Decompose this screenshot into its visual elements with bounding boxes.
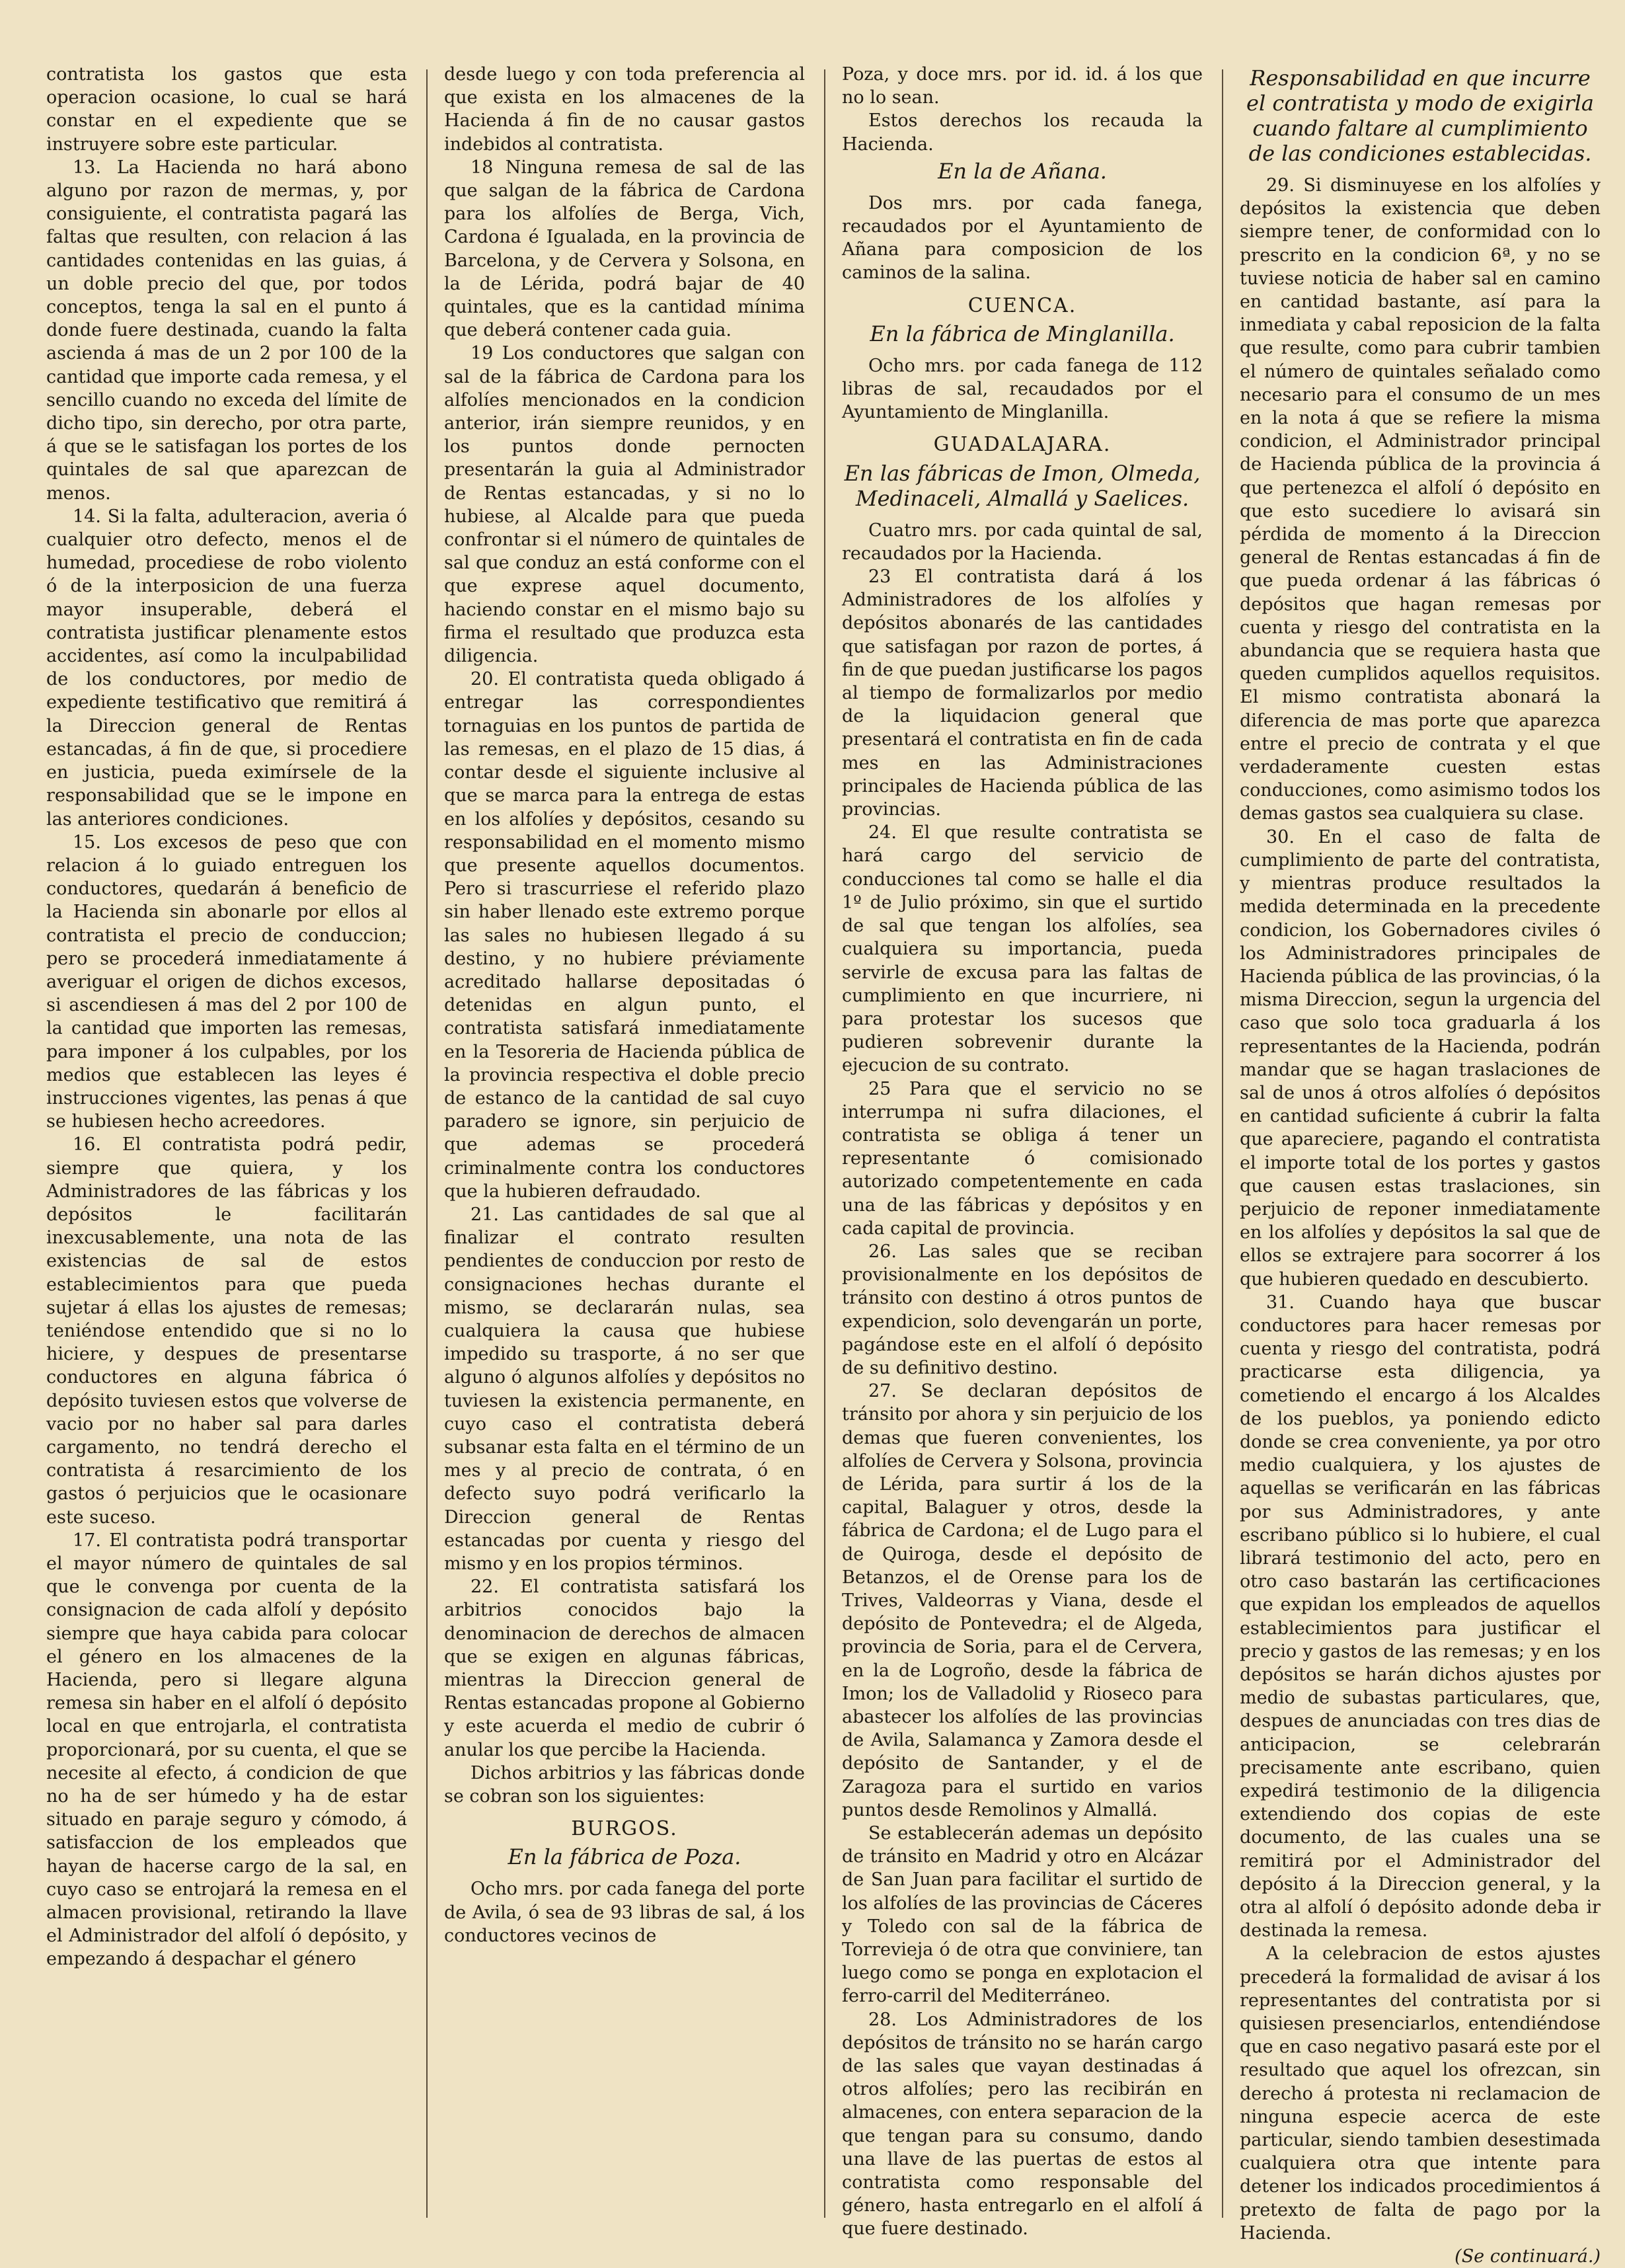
paragraph: 15. Los excesos de peso que con relacion á lo guiado entreguen los conductores, quedarán á beneficio de la Hacienda sin abonarle por ellos al contratista el precio de conduccion; pero se procederá inmediatamente á averiguar el origen de dichos excesos, si ascendiesen á mas del 2 por 100 de la cantidad que importen las remesas, para imponer á los culpables, por los medios que establecen las leyes é instrucciones vigentes, las penas á que se hubiesen hecho acreedores. [46,832,407,1132]
section-subheading: Responsabilidad en que incurre el contratista y modo de exigirla cuando faltare al cumplimiento de las condiciones establecidas. [1246,65,1594,166]
paragraph: Cuatro mrs. por cada quintal de sal, recaudados por la Hacienda. [842,520,1203,564]
section-subheading: En la fábrica de Poza. [508,1844,741,1870]
paragraph: 25 Para que el servicio no se interrumpa ni sufra dilaciones, el contratista se obliga á tener un representante ó comisionado autorizado competentemente en cada una de las fábricas y depósitos y en cada capital de provincia. [842,1078,1203,1239]
column-rule [426,69,428,2218]
paragraph: 13. La Hacienda no hará abono alguno por razon de mermas, y, por consiguiente, el contratista pagará las faltas que resulten, con relacion á las cantidades contenidas en las guias, á un doble precio del que, por todos conceptos, tenga la sal en el punto á donde fuere destinada, cuando la falta ascienda á mas de un 2 por 100 de la cantidad que importe cada remesa, y el sencillo cuando no exceda del límite de dicho tipo, sin derecho, por otra parte, á que se le satisfagan los portes de los quintales de sal que aparezcan de menos. [46,157,407,504]
paragraph: Ocho mrs. por cada fanega de 112 libras de sal, recaudados por el Ayuntamiento de Minglanilla. [842,355,1203,423]
paragraph: A la celebracion de estos ajustes precederá la formalidad de avisar á los representantes del contratista por si quisiesen presenciarlos, entendiéndose que en caso negativo pasará este por el resultado que aquel los ofrezcan, sin derecho á protesta ni reclamacion de ninguna especie acerca de este particular, siendo tambien desestimada cualquiera otra que intente para detener los indicados procedimientos á pretexto de falta de pago por la Hacienda. [1240,1943,1601,2244]
paragraph: Se establecerán ademas un depósito de tránsito en Madrid y otro en Alcázar de San Juan para facilitar el surtido de los alfolíes de las provincias de Cáceres y Toledo con sal de la fábrica de Torrevieja ó de otra que conviniere, tan luego como se ponga en explotacion el ferro-carril del Mediterráneo. [842,1823,1203,2007]
paragraph: 22. El contratista satisfará los arbitrios conocidos bajo la denominacion de derechos de almacen que se exigen en algunas fábricas, mientras la Direccion general de Rentas estancadas propone al Gobierno y este acuerda el medio de cubrir ó anular los que percibe la Hacienda. [444,1577,805,1760]
paragraph: 24. El que resulte contratista se hará cargo del servicio de conducciones tal como se halle el dia 1º de Julio próximo, sin que el surtido de sal que tengan los alfolíes, sea cualquiera su importancia, pueda servirle de excusa para las faltas de cumplimiento en que incurriere, ni para protestar los sucesos que pudieren sobrevenir durante la ejecucion de su contrato. [842,822,1203,1076]
section-heading: BURGOS. [571,1817,678,1841]
paragraph: Ocho mrs. por cada fanega del porte de Avila, ó sea de 93 libras de sal, á los conductores vecinos de [444,1879,805,1946]
text-column-3 [842,63,1203,2240]
paragraph: 20. El contratista queda obligado á entregar las correspondientes tornaguias en los puntos de partida de las remesas, en el plazo de 15 dias, á contar desde el siguiente inclusive al que se marca para la entrega de estas en los alfolíes y depósitos, cesando su responsabilidad en el momento mismo que presente aquellos documentos. Pero si trascurriese el referido plazo sin haber llenado este extremo porque las sales no hubiesen llegado á su destino, y no hubiere préviamente acreditado hallarse depositadas ó detenidas en algun punto, el contratista satisfará inmediatamente en la Tesoreria de Hacienda pública de la provincia respectiva el doble precio de estanco de la cantidad de sal cuyo paradero se ignore, sin perjuicio de que ademas se procederá criminalmente contra los conductores que la hubieren defraudado. [444,669,805,1202]
paragraph: 14. Si la falta, adulteracion, averia ó cualquier otro defecto, menos el de humedad, procediese de robo violento ó de la interposicion de una fuerza mayor insuperable, deberá el contratista justificar plenamente estos accidentes, así como la inculpabilidad de los conductores, por medio de expediente testificativo que remitirá á la Direccion general de Rentas estancadas, á fin de que, si procediere en justicia, pueda eximírsele de la responsabilidad que se le impone en las anteriores condiciones. [46,506,407,830]
section-subheading: En la fábrica de Minglanilla. [870,321,1175,346]
paragraph: 30. En el caso de falta de cumplimiento de parte del contratista, y mientras produce resultados la medida determinada en la precedente condicion, los Gobernadores civiles ó los Administradores principales de Hacienda pública de las provincias, ó la misma Direccion, segun la urgencia del caso que solo toca graduarla á los representantes de la Hacienda, podrán mandar que se hagan traslaciones de sal de unos á otros alfolíes ó depósitos en cantidad suficiente á cubrir la falta que apareciere, pagando el contratista el importe total de los portes y gastos que causen estas traslaciones, sin perjuicio de reponer inmediatamente en los alfolíes y depósitos la sal que de ellos se extrajere para socorrer á los que hubieren quedado en descubierto. [1240,826,1601,1290]
paragraph: 19 Los conductores que salgan con sal de la fábrica de Cardona para los alfolíes mencionados en la condicion anterior, irán siempre reunidos, y en los puntos donde pernocten presentarán la guia al Administrador de Rentas estancadas, y si no lo hubiese, al Alcalde para que pueda confrontar si el número de quintales de sal que conduz an está conforme con el que exprese aquel documento, haciendo constar en el mismo bajo su firma el resultado que produzca esta diligencia. [444,343,805,667]
paragraph: 31. Cuando haya que buscar conductores para hacer remesas por cuenta y riesgo del contratista, podrá practicarse esta diligencia, ya cometiendo el encargo á los Alcaldes de los pueblos, ya poniendo edicto donde se crea conveniente, ya por otro medio cualquiera, y los ajustes de aquellas se verificarán en las fábricas por sus Administradores, y ante escribano público si lo hubiere, el cual librará testimonio del acto, pero en otro caso bastarán las certificaciones que expidan los empleados de aquellos establecimientos para justificar el precio y gastos de las remesas; y en los depósitos se harán dichos ajustes por medio de subastas particulares, que, despues de anunciadas con tres dias de anticipacion, se celebrarán precisamente ante escribano, quien expedirá testimonio de la diligencia extendiendo dos copias de este documento, de las cuales una se remitirá por el Administrador del depósito á la Direccion general, y la otra al alfolí ó depósito adonde deba ir destinada la remesa. [1240,1292,1601,1941]
paragraph: 27. Se declaran depósitos de tránsito por ahora y sin perjuicio de los demas que fueren convenientes, los alfolíes de Cervera y Solsona, provincia de Lérida, para surtir á los de la capital, Balaguer y otros, desde la fábrica de Cardona; el de Lugo para el de Quiroga, desde el depósito de Betanzos, el de Orense para los de Trives, Valdeorras y Viana, desde el depósito de Pontevedra; el de Algeda, provincia de Soria, para el de Cervera, en la de Logroño, desde la fábrica de Imon; los de Valladolid y Rioseco para abastecer los alfolíes de las provincias de Avila, Salamanca y Zamora desde el depósito de Santander, y el de Zaragoza para el surtido en varios puntos desde Remolinos y Almallá. [842,1381,1203,1820]
section-subheading: En la de Añana. [938,158,1107,184]
paragraph: 17. El contratista podrá transportar el mayor número de quintales de sal que le convenga por cuenta de la consignacion de cada alfolí y depósito siempre que haya cabida para colocar el género en los almacenes de la Hacienda, pero si llegare alguna remesa sin haber en el alfolí ó depósito local en que entrojarla, el contratista proporcionará, por su cuenta, el que se necesite al efecto, á condicion de que no ha de ser húmedo y ha de estar situado en paraje seguro y cómodo, á satisfaccion de los empleados que hayan de hacerse cargo de la sal, en cuyo caso se entrojará la remesa en el almacen provisional, retirando la llave el Administrador del alfolí ó depósito, y empezando á despachar el género [46,1530,407,1970]
paragraph: 23 El contratista dará á los Administradores de los alfolíes y depósitos abonarés de las cantidades que satisfagan por razon de portes, á fin de que puedan justificarse los pagos al tiempo de formalizarlos por medio de la liquidacion general que presentará el contratista en fin de cada mes en las Administraciones principales de Hacienda pública de las provincias. [842,567,1203,820]
section-heading: GUADALAJARA. [933,433,1112,457]
paragraph: 18 Ninguna remesa de sal de las que salgan de la fábrica de Cardona para los alfolíes de Berga, Vich, Cardona é Igualada, en la provincia de Barcelona, y de Cervera y Solsona, en la de Lérida, podrá bajar de 40 quintales, que es la cantidad mínima que deberá contener cada guia. [444,157,805,341]
paragraph: contratista los gastos que esta operacion ocasione, lo cual se hará constar en el expediente que se instruyere sobre este particular. [46,64,407,155]
paragraph: Dichos arbitrios y las fábricas donde se cobran son los siguientes: [444,1762,805,1807]
text-column-1 [46,63,407,2231]
column-rule [1222,69,1223,2218]
paragraph: (Se continuará.) [1455,2246,1601,2267]
section-heading: CUENCA. [967,293,1077,317]
paragraph: Dos mrs. por cada fanega, recaudados por el Ayuntamiento de Añana para composicion de los caminos de la salina. [842,192,1203,284]
text-column-2 [444,63,805,2231]
paragraph: 16. El contratista podrá pedir, siempre que quiera, y los Administradores de las fábricas y los depósitos le facilitarán inexcusablemente, una nota de las existencias de sal de estos establecimientos para que pueda sujetar á ellas los ajustes de remesas; teniéndose entendido que si no lo hiciere, y despues de presentarse conductores en alguna fábrica ó depósito tuviesen estos que volverse de vacio por no haber sal para darles cargamento, no tendrá derecho el contratista á resarcimiento de los gastos ó perjuicios que le ocasionare este suceso. [46,1134,407,1528]
column-rule [824,69,825,2218]
paragraph: desde luego y con toda preferencia al que exista en los almacenes de la Hacienda á fin de no causar gastos indebidos al contratista. [444,64,805,155]
paragraph: Estos derechos los recauda la Hacienda. [842,110,1203,155]
newspaper-page [46,63,1601,2267]
section-subheading: En las fábricas de Imon, Olmeda, Medinaceli, Almallá y Saelices. [844,460,1201,511]
paragraph: Poza, y doce mrs. por id. id. á los que no lo sean. [842,64,1203,108]
paragraph: 28. Los Administradores de los depósitos de tránsito no se harán cargo de las sales que vayan destinadas á otros alfolíes; pero las recibirán en almacenes, con entera separacion de la que tengan para su consumo, dando una llave de las puertas de estos al contratista como responsable del género, hasta entregarlo en el alfolí á que fuere destinado. [842,2009,1203,2240]
text-column-4 [1240,63,1601,2267]
paragraph: 26. Las sales que se reciban provisionalmente en los depósitos de tránsito con destino á otros puntos de expendicion, solo devengarán un porte, pagándose este en el alfolí ó depósito de su definitivo destino. [842,1241,1203,1378]
paragraph: 21. Las cantidades de sal que al finalizar el contrato resulten pendientes de conduccion por resto de consignaciones hechas durante el mismo, se declararán nulas, sea cualquiera la causa que hubiese impedido su trasporte, á no ser que alguno ó algunos alfolíes y depósitos no tuviesen la existencia permanente, en cuyo caso el contratista deberá subsanar esta falta en el término de un mes y al precio de contrata, ó en defecto suyo podrá verificarlo la Direccion general de Rentas estancadas por cuenta y riesgo del mismo y en los propios términos. [444,1204,805,1574]
paragraph: 29. Si disminuyese en los alfolíes y depósitos la existencia que deben siempre tener, de conformidad con lo prescrito en la condicion 6ª, y no se tuviese noticia de haber sal en camino en cantidad bastante, así para la inmediata y cabal reposicion de la falta que resulte, como para cubrir tambien el número de quintales señalado como necesario para el consumo de un mes en la nota á que se refiere la misma condicion, el Administrador principal de Hacienda pública de la provincia á que pertenezca el alfolí ó depósito en que esto sucediere lo avisará sin pérdida de momento á la Direccion general de Rentas estancadas á fin de que pueda ordenar á las fábricas ó depósitos que hagan remesas por cuenta y riesgo del contratista en la abundancia que se requiera hasta que queden cumplidos aquellos requisitos. El mismo contratista abonará la diferencia de mas porte que aparezca entre el precio de contrata y el que verdaderamente cuesten estas conducciones, como asimismo todos los demas gastos sea cualquiera su clase. [1240,175,1601,824]
